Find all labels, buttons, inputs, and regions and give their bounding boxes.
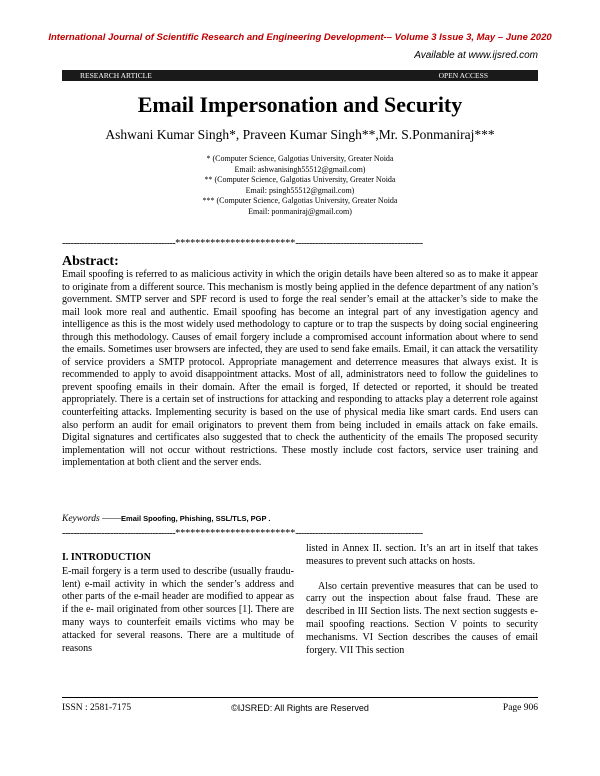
journal-header: International Journal of Scientific Research and Engineering Development-– Volume 3 Issue 3, May – June 2020 — [48, 32, 552, 43]
page-number: Page 906 — [502, 703, 538, 713]
body-paragraph: Also certain preventive measures that can be used to carry out the inspection about false fraud. These are described in III Section lists. The next section suggests e-mail spoofing reactions. Section V points to security mechanisms. VI Section describes the causes of email forgery. VII This section — [306, 580, 538, 656]
separator-bottom — [62, 528, 540, 539]
paper-title: Email Impersonation and Security — [137, 92, 463, 117]
separator-stars: ************************ — [175, 238, 296, 249]
issn: ISSN : 2581-7175 — [62, 703, 132, 713]
separator-stars: ************************ — [175, 528, 296, 539]
access-type: OPEN ACCESS — [438, 71, 488, 80]
affiliation-line: * (Computer Science, Galgotias University, Greater Noida — [206, 154, 394, 163]
article-type: RESEARCH ARTICLE — [80, 71, 152, 80]
section-heading-introduction: I. INTRODUCTION — [62, 552, 151, 563]
keywords-dash: —— — [99, 514, 122, 524]
intro-paragraph: E-mail forgery is a term used to describe (usually fraudu-lent) e-mail activity in which the sender’s address and other parts of the e-mail header are modified to appear as if the e- mail originated from other sources [1]. There are many ways to counterfeit emails victims who may be attacked for several reasons. There are a multitude of reasons — [62, 565, 294, 654]
right-column — [306, 543, 538, 657]
affiliation-line: Email: ponmaniraj@gmail.com) — [248, 206, 352, 216]
separator-dashes: --------------------------------------------- — [295, 528, 423, 539]
journal-url-link[interactable]: www.ijsred.com — [468, 50, 538, 61]
abstract-heading: Abstract: — [62, 254, 119, 269]
separator-top — [62, 238, 540, 249]
availability-line — [414, 50, 538, 61]
left-column — [62, 552, 294, 655]
separator-dashes: --------------------------------------------- — [295, 238, 423, 249]
body-paragraph: listed in Annex II. section. It’s an art in itself that takes measures to prevent such attacks on hosts. — [306, 543, 538, 567]
affiliation-line: *** (Computer Science, Galgotias University, Greater Noida — [202, 196, 398, 205]
separator-dashes: ---------------------------------------- — [62, 238, 176, 249]
keywords-line — [62, 514, 271, 524]
keywords-label: Keywords — [62, 514, 100, 524]
copyright: ©IJSRED: All Rights are Reserved — [231, 703, 369, 713]
paper-authors: Ashwani Kumar Singh*, Praveen Kumar Singh**,Mr. S.Ponmaniraj*** — [105, 127, 495, 142]
abstract-text: Email spoofing is referred to as malicious activity in which the origin details have been altered so as to make it appear to originate from a different source. This mechanism is mostly being applied in the defence department of any nation’s government. SMTP server and SPF record is used to forge the real sender’s email at the attacker’s side to make the mail look more real and authentic. Email spoofing has become an integral part of any investigation agency and intelligence as this is the most widely used methodology to capture or to trap the suspects by doing social engineering through this methodology. Causes of email forgery include a compromised account information about where to send the emails. Sometimes user browsers are infected, they are used to send fake emails. Email, it can attack the versatility of service providers a SMTP protocol. Appropriate management and deterrence measures that always exist. It is recommended to apply to avoid disappointment attacks. Most of all, administrators need to follow the guidelines to prevent spoofing emails in their domain. After the email is forged, If detected or reported, it should be treated appropriately. There is a certain set of instructions for attacking and responding to attacks play a deterrent role against counterfeiting attacks. Implementing security is based on the use of physical media like smart cards. End users can also perform an audit for email originators to prevent them from being included in emails attack on fake emails. Digital signatures and certificates also suggested that to check the authenticity of the emails The proposed security implementation will not occur without restrictions. These mostly include cost factors, service user training and implementation at both client and the server ends. — [62, 269, 538, 469]
available-prefix: Available at — [414, 50, 469, 61]
affiliation-line: Email: psingh55512@gmail.com) — [245, 185, 355, 195]
affiliation-line: ** (Computer Science, Galgotias University, Greater Noida — [204, 175, 396, 184]
affiliations — [0, 154, 600, 217]
footer-divider — [62, 697, 538, 698]
keywords-values: Email Spoofing, Phishing, SSL/TLS, PGP . — [121, 514, 271, 523]
separator-dashes: ---------------------------------------- — [62, 528, 176, 539]
affiliation-line: Email: ashwanisingh55512@gmail.com) — [234, 164, 366, 174]
article-type-bar — [62, 70, 538, 81]
